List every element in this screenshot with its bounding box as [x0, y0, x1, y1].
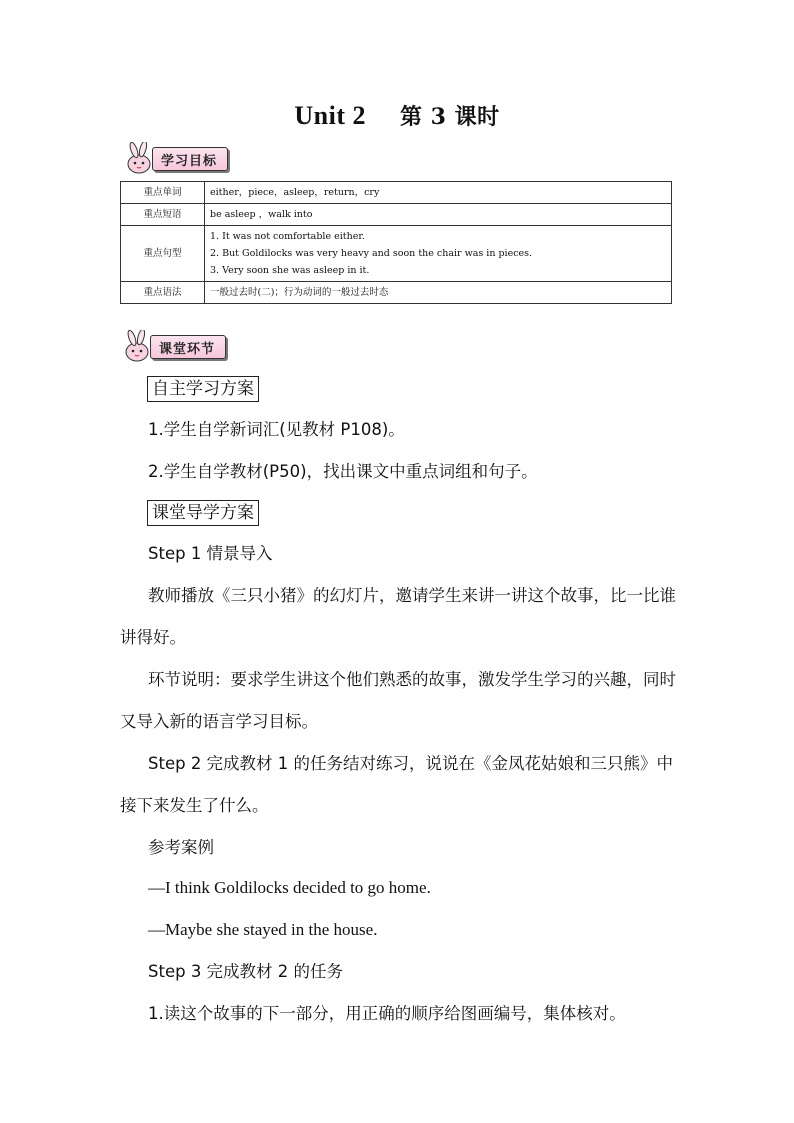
goal-value: 一般过去时(二)；行为动词的一般过去时态	[205, 282, 672, 304]
step3-item: 1.读这个故事的下一部分，用正确的顺序给图画编号，集体核对。	[148, 1004, 626, 1023]
class-steps-label: 课堂环节	[150, 335, 226, 359]
goal-key: 重点单词	[121, 182, 205, 204]
self-study-item: 2.学生自学教材(P50)，找出课文中重点词组和句子。	[148, 462, 538, 481]
guided-study-heading: 课堂导学方案	[147, 500, 259, 526]
rabbit-mascot-icon	[120, 330, 156, 364]
step1-body: 教师播放《三只小猪》的幻灯片，邀请学生来讲一讲这个故事，比一比谁讲得好。	[120, 586, 676, 647]
step3-title: Step 3 完成教材 2 的任务	[148, 962, 344, 981]
goal-key: 重点句型	[121, 226, 205, 282]
goal-value: be asleep ，walk into	[205, 204, 672, 226]
goals-table	[120, 181, 672, 304]
page-title: Unit 2 第 3 课时	[294, 101, 500, 130]
self-study-heading: 自主学习方案	[147, 376, 259, 402]
class-steps-badge	[120, 332, 226, 362]
goal-value: 1. It was not comfortable either. 2. But Goldilocks was very heavy and soon the chair was in pieces. 3. Very soon she was asleep in it.	[205, 226, 672, 282]
step1-title: Step 1 情景导入	[148, 544, 273, 563]
example-label: 参考案例	[148, 838, 214, 857]
study-goals-label: 学习目标	[152, 147, 228, 171]
rabbit-mascot-icon	[122, 142, 158, 176]
example-line: —Maybe she stayed in the house.	[148, 920, 378, 939]
table-row	[121, 226, 672, 282]
step2-title: Step 2 完成教材 1 的任务结对练习，说说在《金凤花姑娘和三只熊》中接下来发生了什么。	[120, 754, 674, 815]
study-goals-badge	[122, 144, 228, 174]
self-study-item: 1.学生自学新词汇(见教材 P108)。	[148, 420, 405, 439]
goal-key: 重点短语	[121, 204, 205, 226]
table-row	[121, 282, 672, 304]
table-row	[121, 204, 672, 226]
table-row	[121, 182, 672, 204]
example-line: —I think Goldilocks decided to go home.	[148, 878, 431, 897]
step1-note: 环节说明：要求学生讲这个他们熟悉的故事，激发学生学习的兴趣，同时又导入新的语言学习目标。	[120, 670, 676, 731]
goal-key: 重点语法	[121, 282, 205, 304]
goal-value: either，piece，asleep，return，cry	[205, 182, 672, 204]
